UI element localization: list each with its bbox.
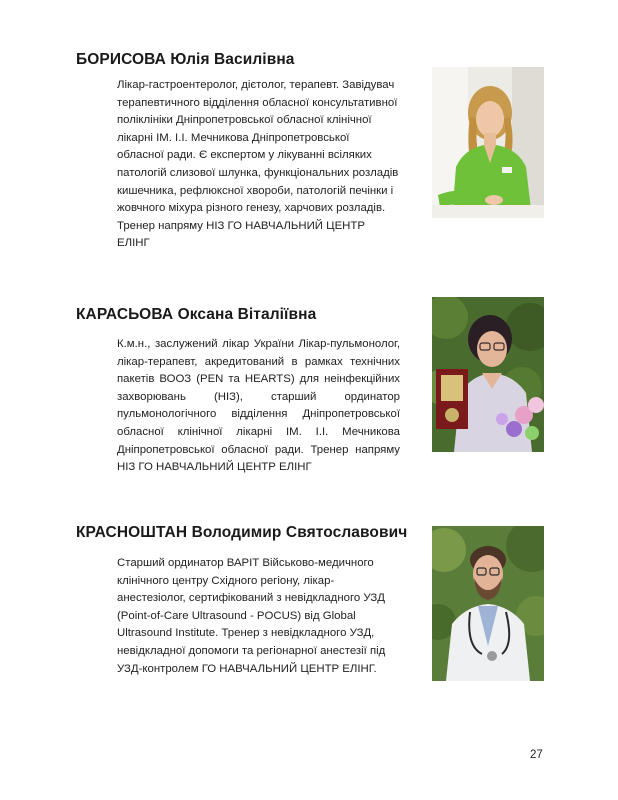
person-surname: КАРАСЬОВА — [76, 306, 174, 323]
person-bio: Лікар-гастроентеролог, дієтолог, терапевт. Завідувач терапевтичного відділення обласної консультативної поліклініки Дніпропетровської обласної клінічної лікарні ІМ. І.І. Мечникова Дніпропетровської обласної ради. Є експертом у лікуванні всіляких патологій слизової шлунка, функціональних розладів кишечника, рефлюксної хвороби, патологій печінки і жовчного міхура різного генезу, харчових розладів. Тренер напряму НІЗ ГО НАВЧАЛЬНИЙ ЦЕНТР ЕЛІНГ — [117, 79, 399, 250]
person-given-names: Оксана Віталіївна — [177, 306, 317, 323]
person-photo — [432, 297, 544, 452]
person-bio: К.м.н., заслужений лікар України Лікар-пульмонолог, лікар-терапевт, акредитований в рамках технічних пакетів ВООЗ (PEN та HEARTS) для неінфекційних захворювань (НІЗ), старший ординатор пульмонологічного відділення Дніпропетровської обласної клінічної лікарні ІМ. І.І. Мечникова Дніпропетровської обласної ради. Тренер напряму НІЗ ГО НАВЧАЛЬНИЙ ЦЕНТР ЕЛІНГ — [117, 338, 400, 474]
person-given-names: Юлія Василівна — [170, 51, 295, 68]
person-name — [76, 51, 295, 69]
person-photo — [432, 526, 544, 681]
person-given-names: Володимир Святославович — [191, 524, 408, 541]
person-bio: Старший ординатор ВАРІТ Військово-медичного клінічного центру Східного регіону, лікар-анестезіолог, сертифікований з невідкладного УЗД (Point-of-Care Ultrasound - POCUS) від Global Ultrasound Institute. Тренер з невідкладного УЗД, невідкладної допомоги та регіонарної анестезії під УЗД-контролем ГО НАВЧАЛЬНИЙ ЦЕНТР ЕЛІНГ. — [117, 557, 386, 675]
person-name — [76, 524, 407, 542]
page-number: 27 — [530, 749, 543, 761]
person-name — [76, 306, 316, 324]
person-surname: БОРИСОВА — [76, 51, 166, 68]
person-photo — [432, 67, 544, 218]
person-surname: КРАСНОШТАН — [76, 524, 188, 541]
